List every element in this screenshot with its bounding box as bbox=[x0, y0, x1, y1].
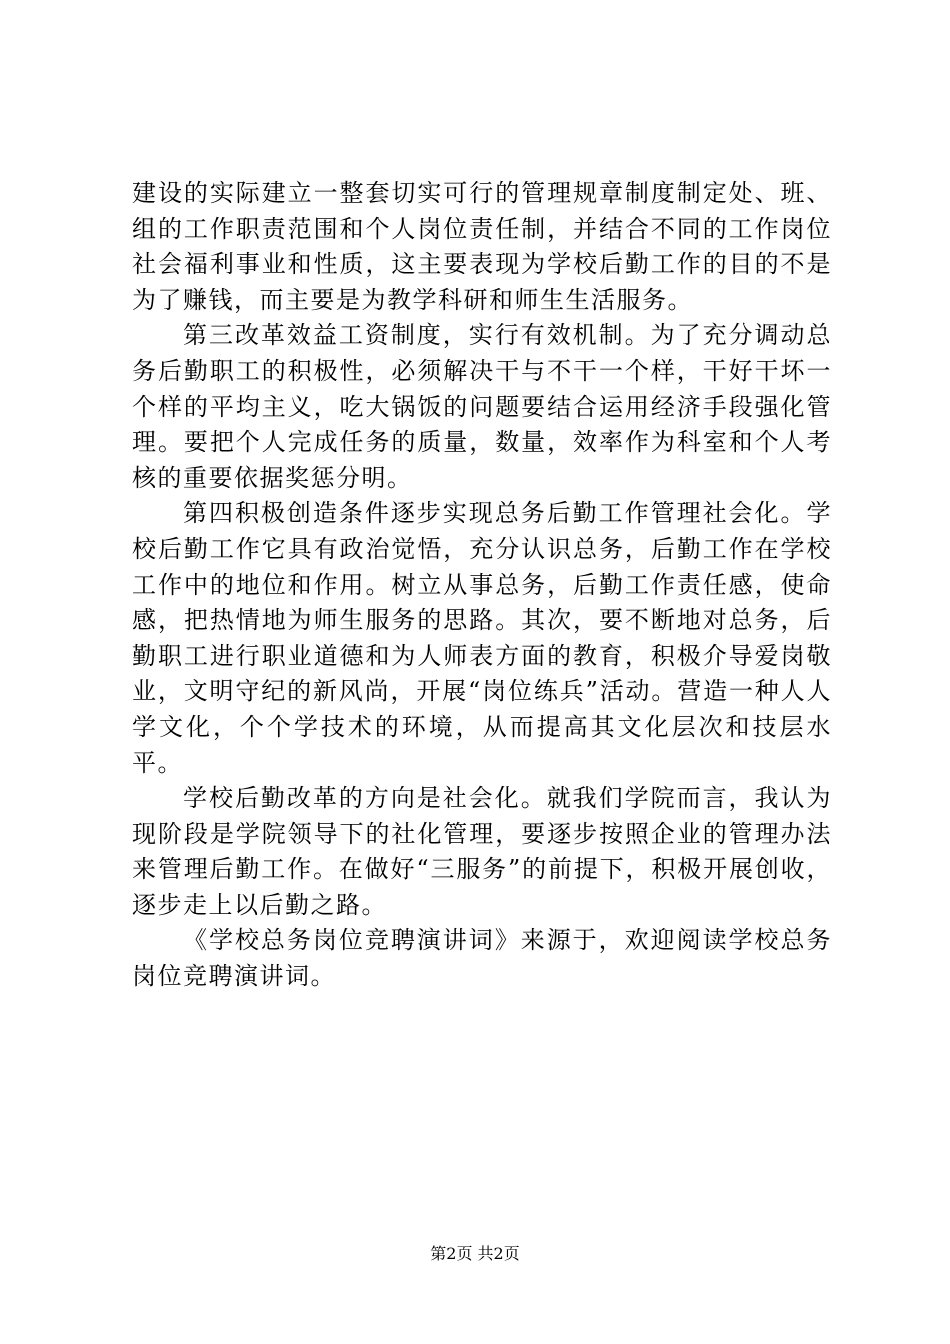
page-footer: 第2页 共2页 bbox=[430, 1244, 520, 1263]
paragraph-salary-reform: 第三改革效益工资制度，实行有效机制。为了充分调动总务后勤职工的积极性，必须解决干与不干一个样，干好干坏一个样的平均主义，吃大锅饭的问题要结合运用经济手段强化管理。要把个人完成任务的质量，数量，效率作为科室和个人考核的重要依据奖惩分明。 bbox=[132, 321, 832, 492]
paragraph-continuation: 建设的实际建立一整套切实可行的管理规章制度制定处、班、组的工作职责范围和个人岗位责任制，并结合不同的工作岗位社会福利事业和性质，这主要表现为学校后勤工作的目的不是为了赚钱，而主要是为教学科研和师生生活服务。 bbox=[132, 179, 832, 314]
paragraph-source-note: 《学校总务岗位竞聘演讲词》来源于，欢迎阅读学校总务岗位竞聘演讲词。 bbox=[132, 926, 832, 991]
paragraph-reform-direction: 学校后勤改革的方向是社会化。就我们学院而言，我认为现阶段是学院领导下的社化管理，要逐步按照企业的管理办法来管理后勤工作。在做好“三服务”的前提下，积极开展创收，逐步走上以后勤之路。 bbox=[132, 784, 832, 919]
document-body bbox=[132, 176, 832, 995]
paragraph-socialization: 第四积极创造条件逐步实现总务后勤工作管理社会化。学校后勤工作它具有政治觉悟，充分认识总务，后勤工作在学校工作中的地位和作用。树立从事总务，后勤工作责任感，使命感，把热情地为师生服务的思路。其次，要不断地对总务，后勤职工进行职业道德和为人师表方面的教育，积极介导爱岗敬业，文明守纪的新风尚，开展“岗位练兵”活动。营造一种人人学文化，个个学技术的环境，从而提高其文化层次和技层水平。 bbox=[132, 499, 832, 777]
